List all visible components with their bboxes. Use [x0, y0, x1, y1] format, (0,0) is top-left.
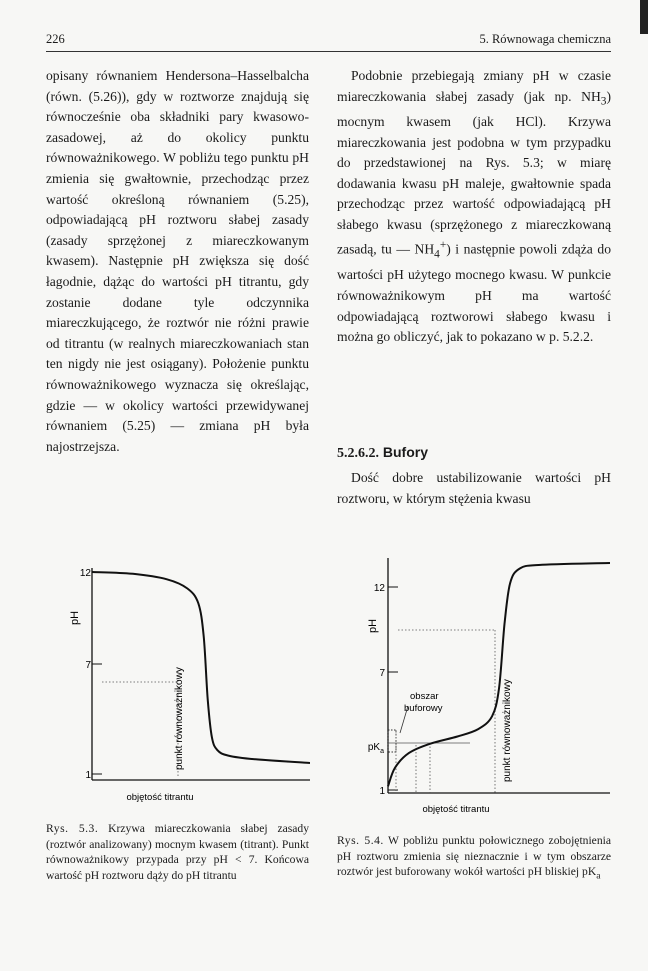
fig1-equivalence-label: punkt równoważnikowy — [174, 667, 185, 770]
fig2-buffer-label-1: obszar — [410, 691, 439, 702]
fig1-xlabel: objętość titrantu — [126, 792, 194, 803]
caption1-label: Rys. 5.3. — [46, 822, 99, 835]
caption2-label: Rys. 5.4. — [337, 834, 384, 847]
fig2-ticklabel-1: 1 — [379, 786, 385, 797]
fig1-ticklabel-1: 1 — [85, 770, 91, 781]
fig2-ticklabel-7: 7 — [379, 668, 385, 679]
section-heading — [337, 444, 428, 462]
fig2-ticklabel-12: 12 — [373, 583, 385, 594]
fig2-buffer-box — [388, 730, 396, 752]
fig2-pka-sub: a — [380, 748, 384, 755]
fig1-curve — [92, 572, 310, 763]
nh3-subscript: 3 — [600, 95, 607, 108]
right-column — [337, 66, 611, 348]
fig1-ticklabel-7: 7 — [85, 660, 91, 671]
page-corner-mark — [640, 0, 648, 34]
right-text-1: Podobnie przebiegają zmiany pH w czasie miareczkowania słabej zasady (jak np. NH — [337, 68, 611, 104]
fig2-pka-label — [368, 742, 384, 755]
fig2-pka-text: pK — [367, 742, 381, 753]
caption1-text: Krzywa miareczkowania słabej zasady (roztwór analizowany) mocnym kwasem (titrant). Punkt równoważnikowy przypada przy pH < 7. Końcowa wartość pH roztworu dąży do pH titrantu — [46, 822, 310, 882]
caption-figure-5-3 — [46, 821, 309, 883]
left-paragraph: opisany równaniem Hendersona–Hasselbalcha (równ. (5.26)), gdy w roztworze znajdują się równocześnie oba składniki pary kwasowo-zasadowej, aż do okolicy punktu równoważnikowego. W pobliżu tego punktu pH zmienia się gwałtownie, przechodząc przez wartość określoną równaniem (5.25), odpowiadającą pH roztworu słabej zasady (zasady sprzężonej z miareczkowanym kwasem). Następnie pH zwiększa się dość łagodnie, dążąc do wartości pH titrantu, gdy zostanie dodane tyle odczynnika miareczkującego, że roztwór nie różni prawie od titrantu (w realnych miareczkowaniach stan ten nigdy nie jest osiągany). Położenie punktu równoważnikowego wyznacza się określając, gdzie — w okolicy wartości przewidywanej równaniem (5.25) — zmiana pH była najostrzejsza. — [46, 68, 309, 454]
figure-5-4 — [360, 550, 610, 815]
caption-figure-5-4 — [337, 833, 611, 884]
running-header — [46, 32, 611, 50]
figure-5-3 — [60, 560, 310, 805]
caption2-text: W pobliżu punktu połowicznego zobojętnienia pH roztworu zmienia się nieznacznie i w tym obszarze roztwór jest buforowany wokół wartości pH bliskiej pK — [337, 834, 611, 879]
section-title: Bufory — [382, 444, 429, 460]
right-text-2: ) mocnym kwasem (jak HCl). Krzywa miareczkowania jest podobna w tym przypadku do przedstawionej na Rys. 5.3; w miarę dodawania kwasu pH maleje, gwałtownie spada przechodząc przez wartość odpowiadającą pH słabego kwasu (sprzężonego z miareczkowaną zasadą, tu — NH — [337, 88, 611, 257]
right-paragraph — [337, 66, 611, 348]
fig1-ticklabel-12: 12 — [79, 568, 91, 579]
chapter-title: 5. Równowaga chemiczna — [479, 32, 611, 46]
right-text-3: ) i następnie powoli zdąża do wartości pH użytego mocnego kwasu. W punkcie równoważnikowym pH ma wartość odpowiadającą roztworowi słabego kwasu i można go obliczyć, jak to pokazano w p. 5.2.2. — [337, 242, 611, 345]
fig2-xlabel: objętość titrantu — [422, 804, 490, 815]
left-column — [46, 66, 309, 457]
header-rule — [46, 51, 611, 52]
page-number: 226 — [46, 32, 65, 46]
fig2-curve — [388, 563, 610, 786]
fig2-buffer-label-2: buforowy — [404, 703, 443, 714]
fig2-ylabel: pH — [367, 618, 379, 634]
caption2-sub: a — [596, 870, 601, 882]
section-number: 5.2.6.2. — [337, 446, 379, 461]
nh4-subscript: 4 — [434, 248, 440, 261]
section-paragraph: Dość dobre ustabilizowanie wartości pH roztworu, w którym stężenia kwasu — [337, 470, 611, 506]
section-body — [337, 468, 611, 509]
nh4-superscript: + — [439, 239, 447, 252]
fig2-equivalence-label: punkt równoważnikowy — [502, 679, 513, 782]
fig1-ylabel: pH — [69, 610, 81, 626]
